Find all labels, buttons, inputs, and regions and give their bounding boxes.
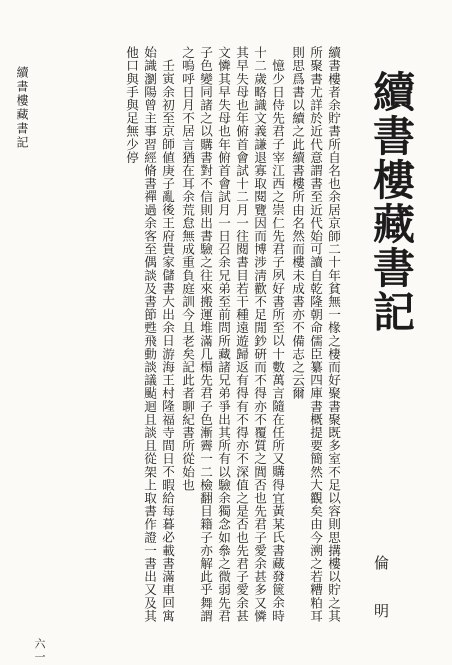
paragraph-2: 憶少日侍先君子宰江西之崇仁先君子夙好書所至以十數萬言隨在任所又購得宜黃某氏書藏發篋余時十二歲略識文義謙退寡取閱覽因而博涉淸歡不足閒鈔硏而不得亦不覆質之閭否也先君子愛余甚多又憐其早失母也年俯首會試十二月一往閱書目若干種遠遊歸返有得有不得亦不深值之是否也先君子愛余甚文憐其早失母也年俯首會試月一日召余兄弟至前問所藏諸兄弟爭出其所有以驗余獨念如叅之微弱先君子色變同諸之以購書對不信則出書驗之往來搬運堆滿几榻先君子色漸霽一二檢翻目籍子亦解此乎舞謂之嗚呼日月不居言猶在耳余荒怠無成重負庭訓今且老矣記此者聊紀書所從始也 xyxy=(180,46,285,623)
paragraph-1: 續書樓者余貯書所自名也余居京師二十年貧無一椽之棲而好聚書聚既多室不足以容則思搆樓以貯之其所聚書尤詳於近代意謂書至近代始可讀自乾隆朝命儒臣纂四庫書概提要簡然大觀矣由今溯之若糟粕耳則思爲書以續之此續書樓所由名然而樓未成書亦不備志之云爾 xyxy=(290,46,341,623)
running-head: 續書樓藏書記 xyxy=(15,66,29,150)
article-title: 續書樓藏書記 xyxy=(367,70,416,334)
page-number: 六一 xyxy=(33,638,46,664)
author-name: 倫 明 xyxy=(372,555,390,632)
article-body xyxy=(60,46,342,631)
paragraph-3: 壬寅余初至京師値庚子亂後王府貴家儲書大出余日游海王村隆福寺間日不暇給每暮必載書滿車回寓始識瀏陽曾主事習經脩書禪過余客至偶談及書節甦飛動談議颭迴且談且從架上取書作證一書出又及其他口與手與足無少停 xyxy=(124,46,175,623)
